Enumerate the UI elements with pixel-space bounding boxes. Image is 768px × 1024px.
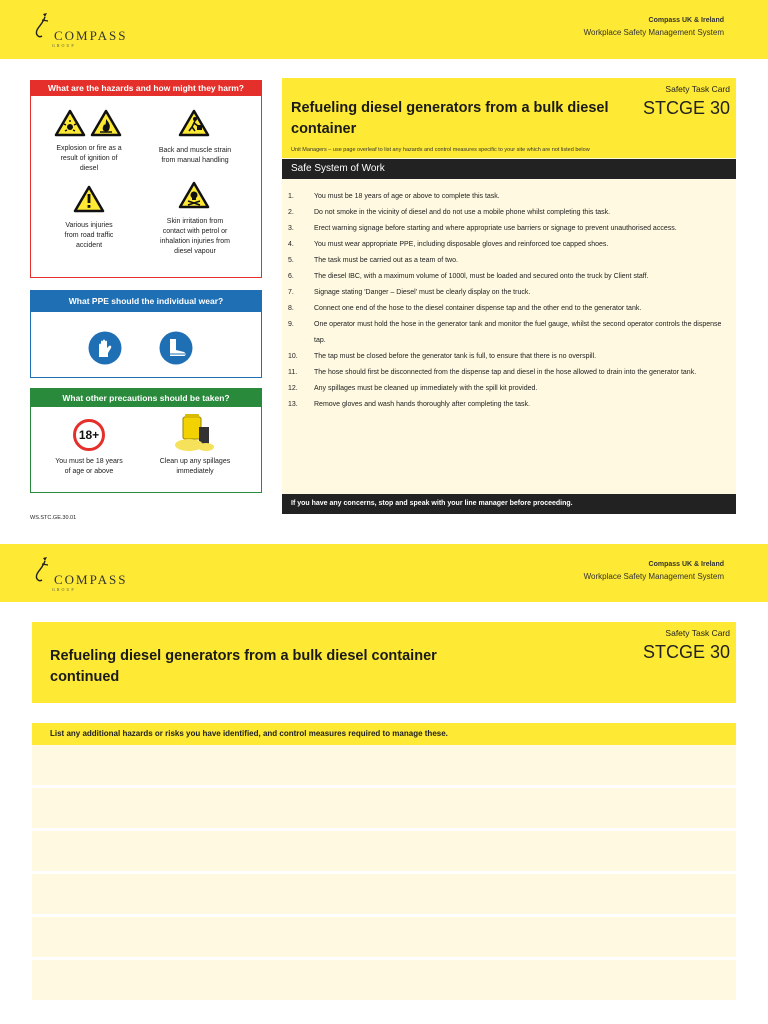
step-number: 4.	[288, 241, 294, 248]
document-reference: WS.STC.GE.30.01	[30, 515, 77, 521]
step-number: 3.	[288, 225, 294, 232]
safe-system-heading: Safe System of Work	[282, 159, 736, 179]
step-item	[288, 349, 734, 365]
task-card-code: STCGE 30	[642, 98, 730, 118]
general-warning-icon	[73, 185, 105, 218]
hazard-caption-skin	[143, 217, 247, 257]
continued-card-label: Safety Task Card	[665, 628, 730, 638]
concern-footer: If you have any concerns, stop and speak with your line manager before proceeding.	[282, 494, 736, 514]
step-item	[288, 301, 734, 317]
step-number: 8.	[288, 305, 294, 312]
explosive-warning-icon	[54, 109, 86, 137]
caption-line: inhalation injuries from	[159, 238, 231, 245]
step-item	[288, 205, 734, 221]
caption-line: Clean up any spillages	[159, 458, 231, 465]
caption-line: from manual handling	[161, 157, 229, 164]
continued-card-code: STCGE 30	[642, 642, 730, 662]
precautions-panel	[30, 388, 262, 493]
step-item	[288, 381, 734, 397]
hazard-caption-manual	[147, 146, 243, 166]
compass-logo	[32, 556, 128, 586]
caption-line: Explosion or fire as a	[56, 145, 122, 152]
caption-line: You must be 18 years	[55, 458, 123, 465]
ppe-title: What PPE should the individual wear?	[31, 291, 261, 312]
step-text: You must be 18 years of age or above to complete this task.	[314, 193, 500, 200]
step-number: 7.	[288, 289, 294, 296]
caption-line: diesel vapour	[174, 248, 216, 255]
step-item	[288, 237, 734, 253]
compass-logo-sub: GROUP	[52, 43, 76, 48]
age-18-text: 18+	[78, 428, 100, 442]
header-org: Compass UK & Ireland	[648, 17, 724, 24]
precautions-title: What other precautions should be taken?	[31, 389, 261, 407]
step-number: 6.	[288, 273, 294, 280]
hazard-entry-row[interactable]	[32, 917, 736, 960]
hazard-entry-row[interactable]	[32, 745, 736, 788]
header-right	[584, 17, 724, 37]
step-text: Signage stating 'Danger – Diesel' must be clearly display on the truck.	[314, 289, 531, 296]
step-text: Remove gloves and wash hands thoroughly after completing the task.	[314, 401, 530, 408]
header-org: Compass UK & Ireland	[648, 561, 724, 568]
caption-line: accident	[75, 242, 103, 249]
step-item	[288, 221, 734, 237]
age-18-icon	[73, 419, 105, 451]
step-text: Any spillages must be cleaned up immediately with the spill kit provided.	[314, 385, 538, 392]
step-text: One operator must hold the hose in the generator tank and monitor the fuel gauge, whilst the second operator controls the dispense tap.	[314, 321, 722, 344]
compass-logo-text: COMPASS	[54, 28, 128, 43]
additional-hazards-heading: List any additional hazards or risks you have identified, and control measures required to manage these.	[32, 723, 736, 745]
step-number: 10.	[288, 353, 298, 360]
precaution-caption-spill	[145, 457, 245, 477]
step-item	[288, 253, 734, 269]
hazard-caption-road	[39, 221, 139, 251]
task-card-header	[282, 78, 736, 158]
step-item	[288, 269, 734, 285]
compass-logo	[32, 12, 128, 42]
flammable-warning-icon	[90, 109, 122, 137]
header-band-page2	[0, 544, 768, 602]
toxic-warning-icon	[178, 181, 210, 214]
step-text: The diesel IBC, with a maximum volume of 1000l, must be loaded and secured onto the truck by Client staff.	[314, 273, 649, 280]
step-text: The task must be carried out as a team of two.	[314, 257, 458, 264]
task-card-title: Refueling diesel generators from a bulk diesel container	[291, 100, 609, 137]
precaution-caption-age	[39, 457, 139, 477]
ppe-panel	[30, 290, 262, 378]
caption-line: from road traffic	[64, 232, 114, 239]
header-system: Workplace Safety Management System	[583, 28, 724, 37]
caption-line: diesel	[79, 165, 99, 172]
step-number: 11.	[288, 369, 298, 376]
caption-line: Skin irritation from	[166, 218, 224, 225]
step-item	[288, 365, 734, 381]
caption-line: Various injuries	[65, 222, 113, 229]
step-item	[288, 189, 734, 205]
compass-logo-icon	[32, 556, 52, 586]
task-card-note: Unit Managers – use page overleaf to list any hazards and control measures specific to your site which are not listed below	[291, 147, 590, 153]
caption-line: result of ignition of	[60, 155, 118, 162]
step-number: 1.	[288, 193, 294, 200]
caption-line: of age or above	[64, 468, 114, 475]
hazards-title: What are the hazards and how might they harm?	[31, 81, 261, 96]
caption-line: contact with petrol or	[162, 228, 228, 235]
continued-card-header	[32, 622, 736, 703]
step-text: Do not smoke in the vicinity of diesel and do not use a mobile phone whilst completing this task.	[314, 209, 611, 216]
compass-logo-sub: GROUP	[52, 587, 76, 592]
header-right	[584, 561, 724, 581]
manual-handling-warning-icon	[178, 109, 210, 142]
continued-card-title: Refueling diesel generators from a bulk diesel container continued	[50, 648, 437, 685]
task-card	[282, 78, 736, 514]
hazard-fire-icons	[49, 109, 127, 137]
hazards-panel	[30, 80, 262, 278]
step-text: The tap must be closed before the generator tank is full, to ensure that there is no overspill.	[314, 353, 597, 360]
step-number: 5.	[288, 257, 294, 264]
task-card-label: Safety Task Card	[665, 84, 730, 94]
step-text: The hose should first be disconnected from the dispense tap and diesel in the hose allowed to drain into the generator tank.	[314, 369, 697, 376]
safety-boots-icon	[159, 331, 193, 370]
compass-logo-icon	[32, 12, 52, 42]
step-number: 2.	[288, 209, 294, 216]
hazard-entry-row[interactable]	[32, 788, 736, 831]
gloves-icon	[88, 331, 122, 370]
header-band	[0, 0, 768, 59]
caption-line: immediately	[176, 468, 214, 475]
step-number: 9.	[288, 321, 294, 328]
compass-logo-text: COMPASS	[54, 572, 128, 587]
step-number: 12.	[288, 385, 298, 392]
hazard-entry-row[interactable]	[32, 874, 736, 917]
step-text: Connect one end of the hose to the diesel container dispense tap and the other end to the generator tank.	[314, 305, 642, 312]
hazard-caption-fire	[39, 144, 139, 174]
caption-line: Back and muscle strain	[158, 147, 232, 154]
step-item	[288, 317, 734, 349]
step-number: 13.	[288, 401, 298, 408]
hazard-entry-row[interactable]	[32, 960, 736, 1003]
hazard-entry-row[interactable]	[32, 831, 736, 874]
step-text: Erect warning signage before starting and where appropriate use barriers or signage to prevent unauthorised access.	[314, 225, 677, 232]
spill-kit-icon	[173, 413, 219, 458]
step-item	[288, 285, 734, 301]
safe-system-steps	[288, 189, 734, 413]
step-item	[288, 397, 734, 413]
additional-hazards-list	[32, 745, 736, 1024]
header-system: Workplace Safety Management System	[583, 572, 724, 581]
step-text: You must wear appropriate PPE, including disposable gloves and reinforced toe capped shoes.	[314, 241, 609, 248]
